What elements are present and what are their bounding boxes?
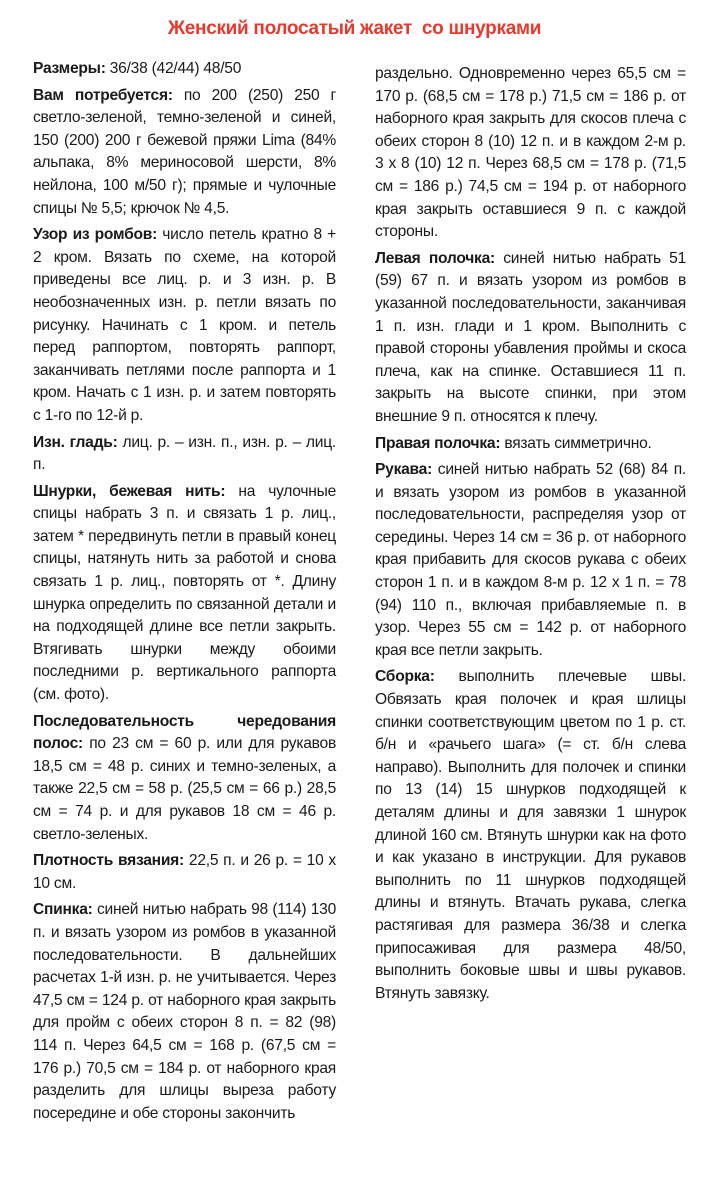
paragraph-heading: Узор из ромбов: — [33, 226, 158, 244]
paragraph-text: вязать симметрично. — [500, 434, 652, 452]
paragraph-text: число петель кратно 8 + 2 кром. Вязать по схеме, на которой приведены все лиц. р. и 3 изн. р. В необозначенных изн. р. петли вязать по рисунку. Начинать с 1 кром. и петель перед раппортом, повторять раппорт, заканчивать петлями после раппорта и 1 кром. Начать с 1 изн. р. и затем повторять с 1-го по 12-й р. — [33, 226, 336, 424]
paragraph-text: лиц. р. – изн. п., изн. р. – лиц. п. — [33, 433, 337, 474]
paragraph-heading: Шнурки, бежевая нить: — [33, 482, 226, 500]
paragraph — [375, 63, 686, 244]
paragraph-heading: Рукава: — [375, 461, 433, 479]
paragraph-text: 36/38 (42/44) 48/50 — [105, 60, 242, 77]
paragraph-heading: Плотность вязания: — [33, 852, 184, 870]
paragraph-text: синей нитью набрать 51 (59) 67 п. и вязать узором из ромбов в указанной последовательности, заканчивая 1 п. изн. глади и 1 кром. Выполнить с правой стороны убавления проймы и скоса плеча, как на спинке. Оставшиеся 11 п. закрыть на высоте спинки, при этом внешние 9 п. относятся к плечу. — [375, 249, 686, 425]
paragraph-heading: Сборка: — [375, 668, 435, 686]
paragraph-text: на чулочные спицы набрать 3 п. и связать 1 р. лиц., затем * передвинуть петли в правый конец спицы, натянуть нить за работой и снова связать 1 р. лиц., повторять от *. Длину шнурка определить по связанной детали и на подходящей длине все петли закрыть. Втягивать шнурки между обоими последними р. вертикального раппорта (см. фото). — [33, 482, 336, 704]
paragraph-text: выполнить плечевые швы. Обвязать края полочек и края шлицы спинки соответствующим цветом по 1 р. ст. б/н и «рачьего шага» (= ст. б/н слева направо). Выполнить для полочек и спинки по 13 (14) 15 шнурков подходящей к деталям длины и для завязки 1 шнурок длиной 160 см. Втянуть шнурки как на фото и как указано в инструкции. Для рукавов выполнить по 11 шнурков подходящей длины и втянуть. Втачать рукава, слегка растягивая для размера 36/38 и слегка припосаживая для размера 48/50, выполнить боковые швы и швы рукавов. Втянуть завязку. — [375, 668, 686, 1002]
paragraph — [33, 481, 336, 707]
left-column — [33, 58, 336, 1127]
paragraph — [33, 58, 336, 81]
paragraph — [33, 711, 336, 847]
paragraph-text: синей нитью набрать 52 (68) 84 п. и вязать узором из ромбов в указанной последовательности, распределяя узор от середины. Через 14 см = 36 р. от наборного края прибавить для скосов рукава с обеих сторон 1 п. и в каждом 8-м р. 12 х 1 п. = 78 (94) 110 п., включая прибавляемые п. в узор. Через 55 см = 142 р. от наборного края все петли закрыть. — [375, 461, 686, 659]
paragraph-text: раздельно. Одновременно через 65,5 см = 170 р. (68,5 см = 178 р.) 71,5 см = 186 р. от наборного края закрыть для скосов плеча с обеих сторон 8 (10) 12 п. и в каждом 2-м р. 3 х 8 (10) 12 п. Через 68,5 см = 178 р. (71,5 см = 186 р.) 74,5 см = 194 р. от наборного края закрыть оставшиеся 9 п. с каждой стороны. — [375, 65, 686, 241]
paragraph-heading: Вам потребуется: — [33, 86, 173, 104]
paragraph-text: по 23 см = 60 р. или для рукавов 18,5 см = 48 р. синих и темно-зеленых, а также 22,5 см = 58 р. (25,5 см = 66 р.) 28,5 см = 74 р. и для рукавов 18 см = 46 р. светло-зеленых. — [33, 735, 336, 843]
paragraph-text: по 200 (250) 250 г светло-зеленой, темно-зеленой и синей, 150 (200) 200 г бежевой пряжи Lima (84% альпака, 8% мериносовой шерсти, 8% нейлона, 100 м/50 г); прямые и чулочные спицы № 5,5; крючок № 4,5. — [33, 86, 336, 217]
paragraph-heading: Размеры: — [33, 60, 106, 77]
paragraph — [33, 850, 336, 895]
article-title: Женский полосатый жакет со шнурками — [167, 18, 542, 39]
paragraph — [375, 248, 686, 429]
paragraph — [33, 224, 336, 427]
paragraph-text: 22,5 п. и 26 р. = 10 х 10 см. — [33, 852, 336, 892]
paragraph-heading: Правая полочка: — [375, 434, 501, 452]
paragraph — [375, 666, 686, 1005]
paragraph-heading: Изн. гладь: — [33, 433, 118, 451]
paragraph — [33, 85, 336, 221]
paragraph — [375, 433, 686, 456]
paragraph-heading: Спинка: — [33, 901, 93, 919]
paragraph-text: синей нитью набрать 98 (114) 130 п. и вязать узором из ромбов в указанной последовательности. В дальнейших расчетах 1-й изн. р. не учитывается. Через 47,5 см = 124 р. от наборного края закрыть для пройм с обеих сторон 8 п. = 82 (98) 114 п. Через 64,5 см = 168 р. (67,5 см = 176 р.) 70,5 см = 184 р. от наборного края разделить для шлицы выреза работу посередине и обе стороны закончить — [33, 901, 336, 1122]
right-column — [375, 63, 686, 1007]
paragraph — [33, 899, 336, 1125]
paragraph — [33, 432, 336, 477]
paragraph — [375, 459, 686, 662]
paragraph-heading: Последовательность чередования полос: — [33, 712, 336, 753]
paragraph-heading: Левая полочка: — [375, 249, 495, 267]
